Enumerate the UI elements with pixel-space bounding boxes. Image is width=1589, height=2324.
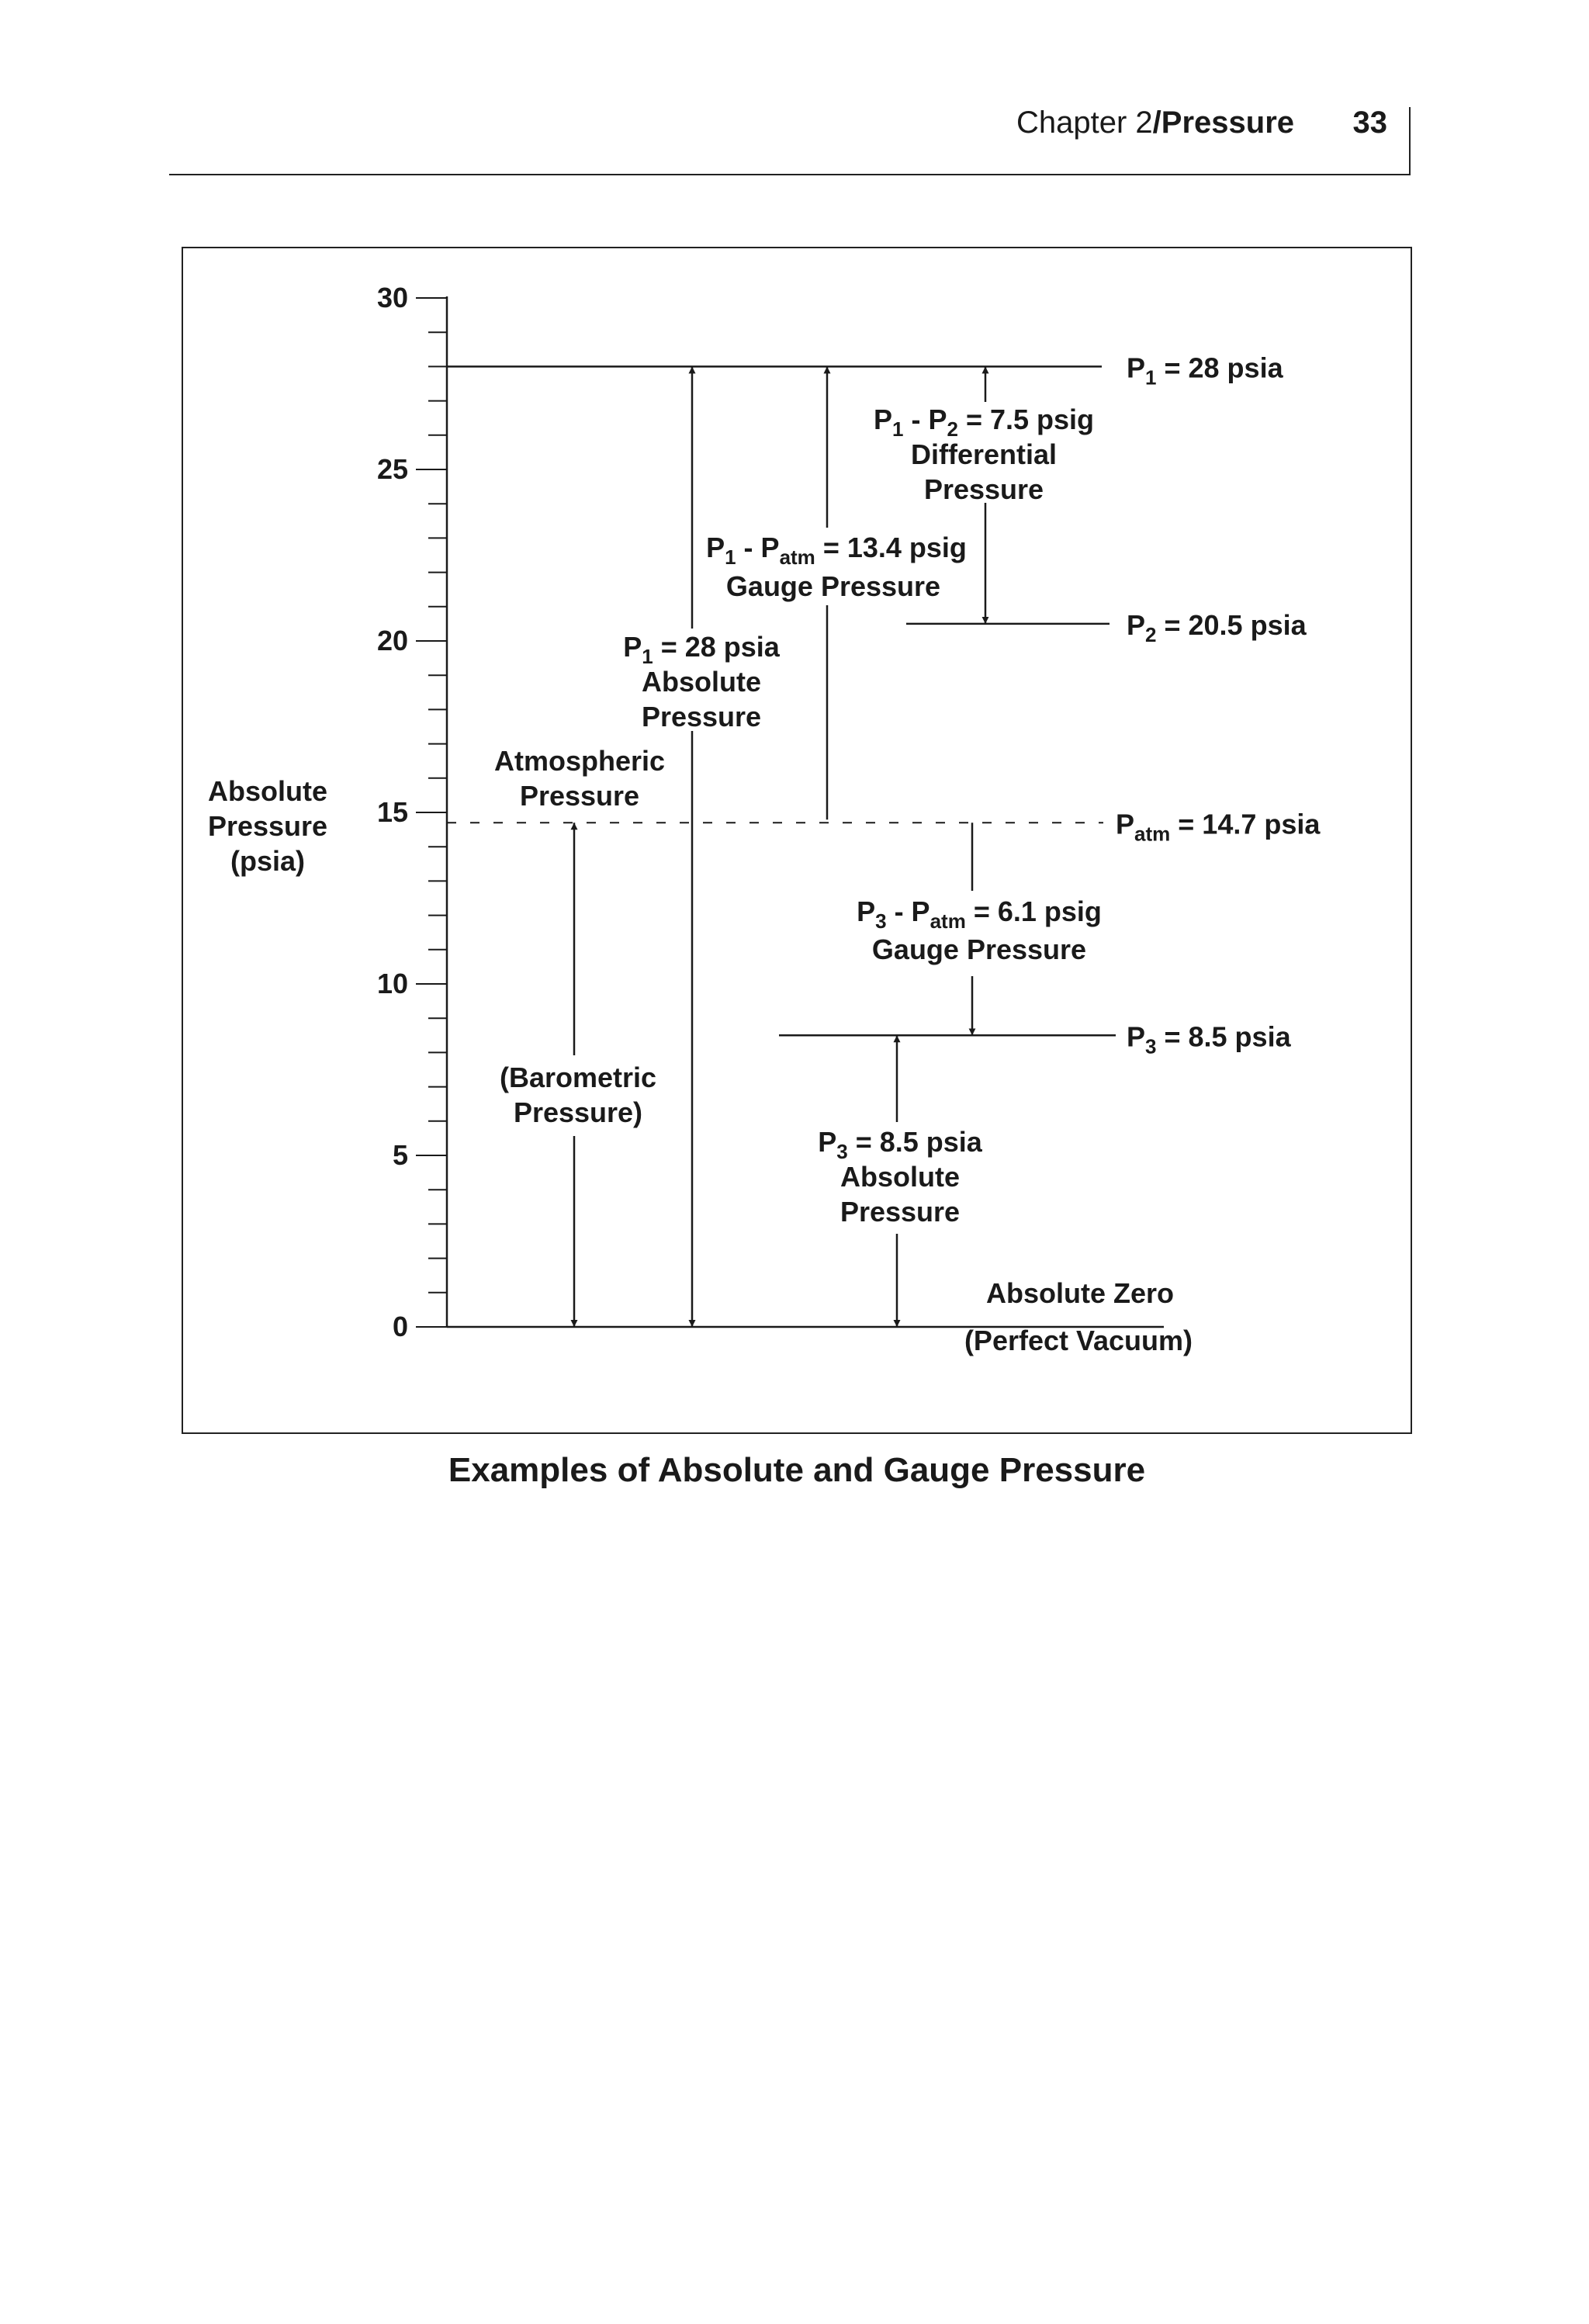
differential-label: Pressure [923, 473, 1044, 505]
gauge3-label: $P_3 - P_{atm} = 6.1$ psig [857, 895, 1102, 933]
figure-caption: Examples of Absolute and Gauge Pressure [448, 1451, 1146, 1489]
tick-label-30: 30 [376, 282, 408, 313]
y-axis-label: (psia) [230, 845, 306, 877]
barometric-label: (Barometric [499, 1062, 657, 1093]
tick-label-15: 15 [376, 796, 408, 828]
page-number: 33 [1352, 106, 1387, 140]
barometric-label: Pressure) [513, 1096, 643, 1128]
chapter-prefix: Chapter 2 [1016, 106, 1153, 140]
abs3-label: $P_3 = 8.5$ psia [818, 1126, 982, 1163]
abs3-label: Pressure [840, 1196, 961, 1228]
tick-label-25: 25 [376, 453, 408, 485]
abs3-label: Absolute [840, 1161, 961, 1193]
absolute-zero-label: Absolute Zero [985, 1277, 1175, 1309]
p2-level-label: $P_2 = 20.5$ psia [1127, 608, 1307, 646]
gauge1-label: $P_1 - P_{atm} = 13.4$ psig [706, 532, 967, 569]
perfect-vacuum-label: (Perfect Vacuum) [964, 1325, 1193, 1356]
y-axis-label: Pressure [207, 810, 328, 842]
tick-label-10: 10 [376, 968, 408, 999]
abs1-label: $P_1 = 28$ psia [623, 631, 780, 668]
chapter-title: /Pressure [1152, 106, 1294, 140]
y-axis-label: Absolute [207, 775, 328, 807]
differential-label: Differential [910, 438, 1058, 470]
gauge1-label: Gauge Pressure [725, 570, 941, 602]
tick-label-5: 5 [392, 1139, 408, 1171]
tick-label-0: 0 [392, 1311, 408, 1342]
atmospheric-label: Atmospheric [493, 745, 666, 777]
tick-label-20: 20 [376, 625, 408, 656]
abs1-label: Pressure [641, 701, 762, 733]
patm-level-label: $P_{atm} = 14.7$ psia [1116, 808, 1321, 846]
abs1-label: Absolute [641, 666, 762, 698]
atmospheric-label: Pressure [519, 780, 640, 812]
p1-level-label: $P_1 = 28$ psia [1127, 352, 1283, 390]
differential-label: $P_1 - P_2 = 7.5$ psig [873, 403, 1095, 441]
p3-level-label: $P_3 = 8.5$ psia [1127, 1020, 1291, 1058]
gauge3-label: Gauge Pressure [871, 933, 1087, 965]
